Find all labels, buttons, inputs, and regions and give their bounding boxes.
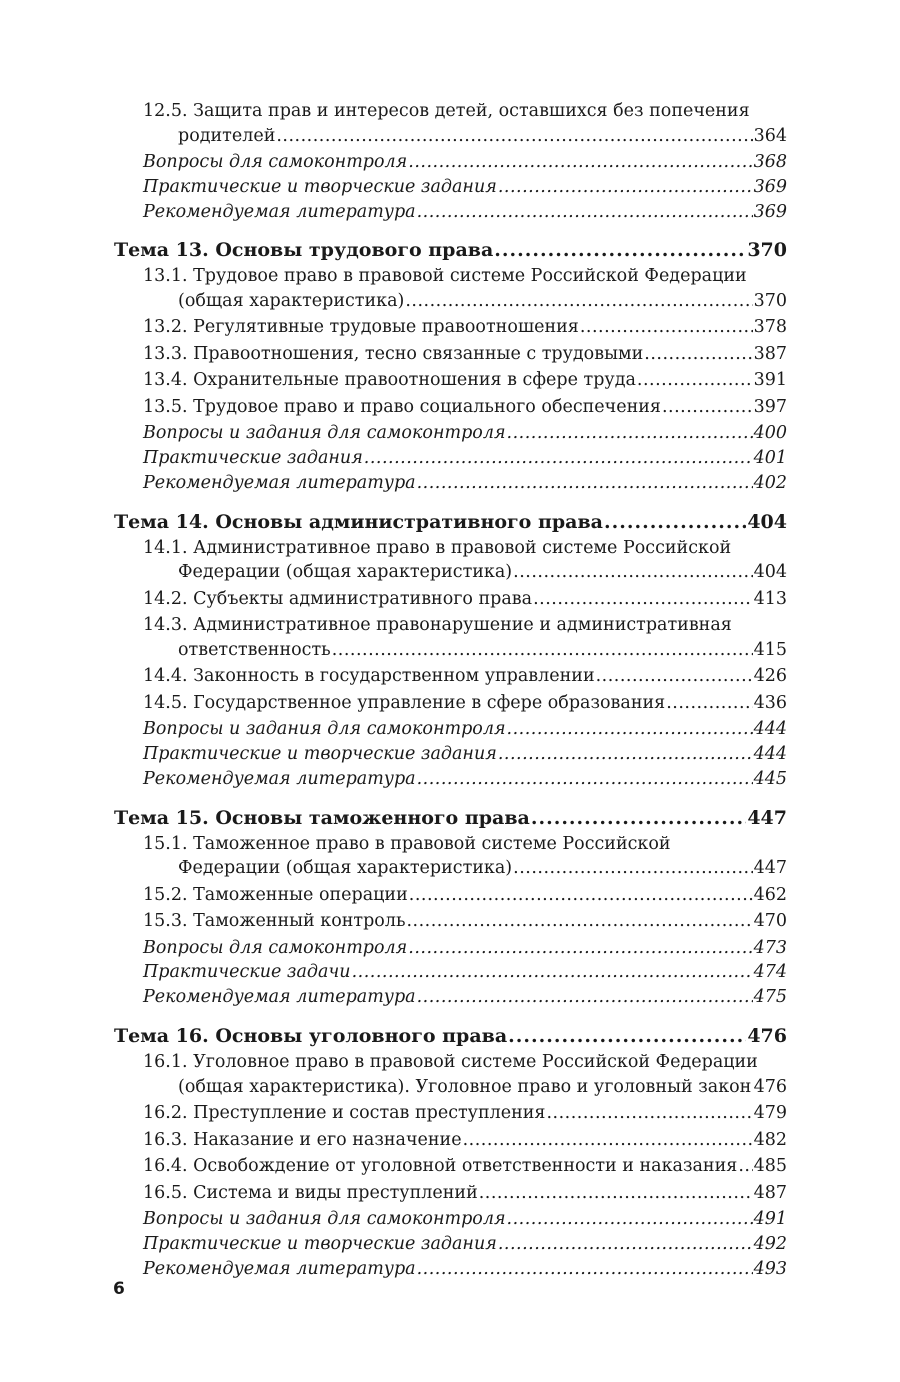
toc-entry-text: 16.4. Освобождение от уголовной ответственности и наказания [143, 1156, 738, 1177]
leader-dots [364, 446, 753, 471]
toc-entry-text: 16.1. Уголовное право в правовой системе Российской Федерации [143, 1052, 758, 1073]
leader-dots [531, 805, 746, 831]
toc-entry-practice[interactable] [114, 742, 787, 767]
toc-entry-13-1[interactable] [114, 264, 787, 313]
page-ref: 391 [753, 370, 787, 391]
leader-dots [580, 315, 753, 340]
page-ref: 415 [753, 639, 787, 660]
page-ref: 462 [753, 884, 787, 905]
toc-entry-13-4[interactable] [114, 368, 787, 393]
page-ref: 401 [753, 448, 787, 469]
page-ref: 436 [753, 692, 787, 713]
toc-entry-12-5[interactable] [114, 99, 787, 148]
toc-entry-literature[interactable] [114, 1257, 787, 1282]
toc-entry-text: Практические задачи [143, 962, 351, 983]
toc-entry-practice[interactable] [114, 446, 787, 471]
leader-dots [276, 124, 752, 149]
page-ref: 404 [747, 510, 787, 533]
toc-entry-15-2[interactable] [114, 883, 787, 908]
toc-entry-literature[interactable] [114, 471, 787, 496]
page-ref: 404 [753, 562, 787, 583]
toc-entry-text: Рекомендуемая литература [143, 1258, 416, 1279]
leader-dots [417, 471, 753, 496]
toc-entry-text: Рекомендуемая литература [143, 987, 416, 1008]
theme-title: Тема 16. Основы уголовного права [114, 1025, 508, 1048]
toc-entry-line [143, 638, 787, 663]
toc-entry-practice[interactable] [114, 175, 787, 200]
page-ref: 444 [753, 744, 787, 765]
leader-dots [513, 560, 752, 585]
toc-entry-text: Практические задания [143, 448, 363, 469]
toc-entry-text: Вопросы для самоконтроля [143, 152, 408, 172]
leader-dots [637, 368, 753, 393]
toc-entry-text: Вопросы и задания для самоконтроля [143, 423, 506, 444]
page-ref: 476 [753, 1076, 787, 1097]
toc-entry-text: Вопросы для самоконтроля [143, 937, 408, 958]
theme-title: Тема 14. Основы административного права [114, 510, 603, 533]
toc-entry-practice[interactable] [114, 1232, 787, 1257]
leader-dots [596, 664, 753, 689]
toc-entry-text: 16.3. Наказание и его назначение [143, 1129, 462, 1150]
toc-entry-literature[interactable] [114, 767, 787, 792]
page-ref: 444 [753, 719, 787, 740]
page-ref: 476 [747, 1025, 787, 1048]
toc-entry-15-1[interactable] [114, 832, 787, 881]
leader-dots [507, 1207, 753, 1232]
toc-entry-14-2[interactable] [114, 587, 787, 612]
toc-entry-text: 15.2. Таможенные операции [143, 884, 408, 905]
leader-dots [738, 1154, 752, 1179]
toc-entry-14-5[interactable] [114, 691, 787, 716]
page-ref: 370 [747, 239, 787, 262]
leader-dots [417, 1257, 753, 1282]
page-ref: 369 [753, 176, 787, 197]
leader-dots [662, 395, 753, 420]
toc-entry-text: 14.5. Государственное управление в сфере образования [143, 692, 666, 713]
toc-entry-questions[interactable] [114, 1207, 787, 1232]
leader-dots [479, 1181, 753, 1206]
page-ref: 368 [753, 152, 787, 172]
toc-entry-text: 14.4. Законность в государственном управлении [143, 666, 595, 687]
page-ref: 492 [753, 1233, 787, 1254]
toc-theme-15[interactable] [114, 805, 787, 831]
page-ref: 402 [753, 472, 787, 493]
leader-dots [507, 421, 753, 446]
toc-entry-text: 14.2. Субъекты административного права [143, 588, 533, 609]
leader-dots [498, 1232, 753, 1257]
leader-dots [533, 587, 753, 612]
leader-dots [332, 638, 753, 663]
toc-entry-14-4[interactable] [114, 664, 787, 689]
toc-entry-text: (общая характеристика) [178, 290, 405, 311]
toc-entry-13-5[interactable] [114, 395, 787, 420]
leader-dots [409, 883, 753, 908]
toc-entry-16-3[interactable] [114, 1128, 787, 1153]
page-ref: 473 [753, 937, 787, 958]
page-ref: 364 [753, 125, 787, 146]
toc-entry-text: Практические и творческие задания [143, 176, 497, 197]
toc-entry-text: (общая характеристика). Уголовное право и уголовный закон [178, 1076, 752, 1097]
toc-entry-line [143, 124, 787, 149]
page-ref: 370 [753, 290, 787, 311]
toc-entry-text: 15.1. Таможенное право в правовой системе Российской [143, 833, 671, 854]
toc-entry-line [143, 856, 787, 881]
page-ref: 387 [753, 343, 787, 364]
toc-entry-literature[interactable] [114, 200, 787, 225]
toc-theme-16[interactable] [114, 1023, 787, 1049]
toc-theme-14[interactable] [114, 509, 787, 535]
page-ref: 491 [753, 1209, 787, 1230]
toc-entry-16-1[interactable] [114, 1050, 787, 1099]
toc-entry-questions[interactable] [114, 936, 787, 961]
leader-dots [463, 1128, 753, 1153]
leader-dots [494, 237, 746, 263]
leader-dots [406, 909, 752, 934]
leader-dots [666, 691, 752, 716]
page-ref: 447 [753, 858, 787, 879]
toc-theme-13[interactable] [114, 237, 787, 263]
toc-entry-text: 14.3. Административное правонарушение и административная [143, 615, 732, 636]
page-ref: 426 [753, 666, 787, 687]
page-ref: 369 [753, 201, 787, 222]
toc-entry-text: Федерации (общая характеристика) [178, 562, 513, 583]
toc-entry-14-3[interactable] [114, 613, 787, 662]
toc-entry-line [143, 289, 787, 314]
leader-dots [417, 985, 753, 1010]
toc-entry-text: Практические и творческие задания [143, 1233, 497, 1254]
theme-title: Тема 15. Основы таможенного права [114, 806, 530, 829]
leader-dots [546, 1101, 752, 1126]
page-ref: 413 [753, 588, 787, 609]
toc-entry-line [143, 560, 787, 585]
leader-dots [508, 1023, 746, 1049]
toc-entry-text: Федерации (общая характеристика) [178, 858, 513, 879]
page-ref: 447 [747, 806, 787, 829]
toc-entry-14-1[interactable] [114, 536, 787, 585]
leader-dots [513, 856, 752, 881]
toc-entry-practice[interactable] [114, 960, 787, 985]
toc-entry-16-2[interactable] [114, 1101, 787, 1126]
page-number: 6 [113, 1279, 125, 1299]
toc-entry-13-3[interactable] [114, 342, 787, 367]
toc-entry-13-2[interactable] [114, 315, 787, 340]
toc-entry-15-3[interactable] [114, 909, 787, 934]
leader-dots [352, 960, 753, 985]
toc-entry-questions[interactable] [114, 150, 787, 175]
page-ref: 400 [753, 423, 787, 444]
toc-entry-literature[interactable] [114, 985, 787, 1010]
leader-dots [405, 289, 752, 314]
toc-entry-text: Рекомендуемая литература [143, 201, 416, 222]
table-of-contents [114, 99, 787, 1281]
leader-dots [417, 200, 753, 225]
leader-dots [498, 742, 753, 767]
toc-entry-text: Рекомендуемая литература [143, 768, 416, 789]
toc-entry-text: 13.2. Регулятивные трудовые правоотношения [143, 317, 579, 338]
toc-entry-questions[interactable] [114, 717, 787, 742]
leader-dots [644, 342, 752, 367]
page-ref: 482 [753, 1129, 787, 1150]
page-ref: 479 [753, 1103, 787, 1124]
toc-entry-text: 14.1. Административное право в правовой системе Российской [143, 537, 732, 558]
toc-entry-text: ответственность [178, 639, 331, 660]
toc-entry-text: Вопросы и задания для самоконтроля [143, 719, 506, 740]
toc-entry-text: 13.5. Трудовое право и право социального обеспечения [143, 396, 661, 417]
page-ref: 470 [753, 911, 787, 932]
toc-entry-text: 15.3. Таможенный контроль [143, 911, 406, 932]
toc-entry-text: 12.5. Защита прав и интересов детей, оставшихся без попечения [143, 101, 750, 121]
page-ref: 397 [753, 396, 787, 417]
toc-entry-text: Практические и творческие задания [143, 744, 497, 765]
toc-entry-text: родителей [178, 125, 276, 146]
toc-entry-questions[interactable] [114, 421, 787, 446]
leader-dots [408, 150, 752, 175]
leader-dots [417, 767, 753, 792]
page-ref: 487 [753, 1182, 787, 1203]
toc-entry-text: 13.3. Правоотношения, тесно связанные с трудовыми [143, 343, 644, 364]
page-ref: 474 [753, 962, 787, 983]
page-ref: 475 [753, 987, 787, 1008]
page-ref: 485 [753, 1156, 787, 1177]
toc-entry-16-4[interactable] [114, 1154, 787, 1179]
page-ref: 493 [753, 1258, 787, 1279]
toc-entry-16-5[interactable] [114, 1181, 787, 1206]
page-ref: 378 [753, 317, 787, 338]
toc-entry-text: 13.1. Трудовое право в правовой системе Российской Федерации [143, 266, 747, 287]
leader-dots [604, 509, 746, 535]
toc-entry-text: 16.2. Преступление и состав преступления [143, 1103, 546, 1124]
toc-entry-text: Рекомендуемая литература [143, 472, 416, 493]
toc-entry-line [143, 1075, 787, 1100]
toc-entry-text: 13.4. Охранительные правоотношения в сфере труда [143, 370, 636, 391]
toc-entry-text: Вопросы и задания для самоконтроля [143, 1209, 506, 1230]
leader-dots [408, 936, 752, 961]
leader-dots [507, 717, 753, 742]
page-ref: 445 [753, 768, 787, 789]
toc-entry-text: 16.5. Система и виды преступлений [143, 1182, 478, 1203]
leader-dots [498, 175, 753, 200]
theme-title: Тема 13. Основы трудового права [114, 239, 494, 262]
